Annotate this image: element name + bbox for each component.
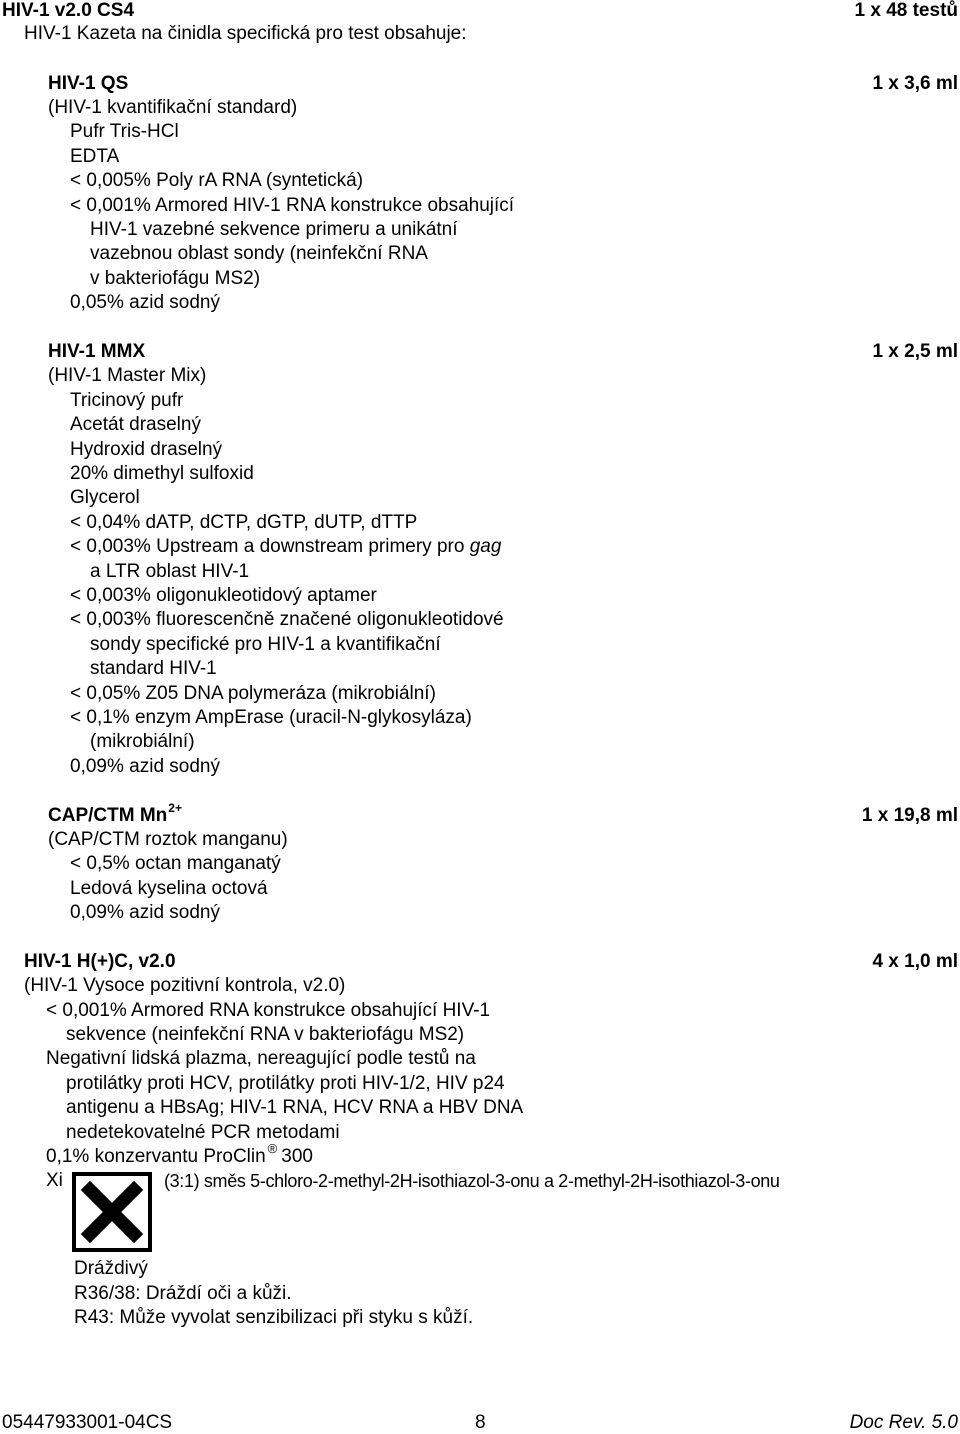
registered-mark: ® [267,1141,278,1156]
mn-name-text: CAP/CTM Mn [48,805,168,826]
hpc-line: < 0,001% Armored RNA konstrukce obsahující HIV-1 [46,1000,491,1021]
test-count: 1 x 48 testů [854,0,958,21]
hazard-label: Dráždivý [74,1258,148,1279]
hpc-line: nedetekovatelné PCR metodami [66,1122,340,1143]
mmx-line [70,536,501,558]
mmx-line: Hydroxid draselný [70,439,223,460]
mmx-primer-text: < 0,003% Upstream a downstream primery pro [70,536,470,557]
xi-symbol: Xi [46,1170,63,1191]
mn-line: (CAP/CTM roztok manganu) [48,829,288,850]
hpc-line: protilátky proti HCV, protilátky proti HIV-1/2, HIV p24 [66,1073,505,1094]
cassette-intro: HIV-1 Kazeta na činidla specifická pro test obsahuje: [24,23,467,44]
gag-gene-text: gag [469,536,502,557]
qs-line: < 0,005% Poly rA RNA (syntetická) [70,170,364,191]
qs-line: v bakteriofágu MS2) [90,268,261,289]
hpc-line: Negativní lidská plazma, nereagující podle testů na [46,1048,476,1069]
isothiazolone-mix: (3:1) směs 5-chloro-2-methyl-2H-isothiazol-3-onu a 2-methyl-2H-isothiazol-3-onu [164,1171,780,1191]
risk-phrase-r36: R36/38: Dráždí oči a kůži. [74,1283,292,1304]
document-code: 05447933001-04CS [2,1412,173,1433]
mn-line: < 0,5% octan manganatý [70,853,281,874]
qs-name: HIV-1 QS [48,73,129,94]
hpc-line [46,1141,313,1169]
mmx-line: < 0,003% fluorescenčně značené oligonukleotidové [70,609,504,630]
mmx-line: a LTR oblast HIV-1 [90,561,250,582]
mmx-line: Acetát draselný [70,414,201,435]
qs-line: (HIV-1 kvantifikační standard) [48,97,298,118]
mmx-line: < 0,04% dATP, dCTP, dGTP, dUTP, dTTP [70,512,418,533]
mmx-line: < 0,003% oligonukleotidový aptamer [70,585,377,606]
mmx-line: (HIV-1 Master Mix) [48,365,207,386]
hpc-volume: 4 x 1,0 ml [872,951,958,972]
mmx-line: sondy specifické pro HIV-1 a kvantifikační [90,634,441,655]
mmx-line: standard HIV-1 [90,658,217,679]
qs-line: Pufr Tris-HCl [70,121,179,142]
mn-line: Ledová kyselina octová [70,878,268,899]
mn-name [48,801,182,828]
proclin-number: 300 [281,1146,313,1167]
mmx-line: 0,09% azid sodný [70,756,220,777]
hpc-line: antigenu a HBsAg; HIV-1 RNA, HCV RNA a HBV DNA [66,1097,524,1118]
doc-revision: Doc Rev. 5.0 [849,1412,958,1433]
mmx-line: (mikrobiální) [90,731,195,752]
mn-line: 0,09% azid sodný [70,902,220,923]
qs-line: HIV-1 vazebné sekvence primeru a unikátní [90,219,458,240]
qs-line: < 0,001% Armored HIV-1 RNA konstrukce obsahující [70,195,515,216]
qs-volume: 1 x 3,6 ml [872,73,958,94]
mn-charge: 2+ [168,801,182,815]
mmx-name: HIV-1 MMX [48,341,146,362]
hpc-line: sekvence (neinfekční RNA v bakteriofágu MS2) [66,1024,465,1045]
mmx-line: Glycerol [70,487,140,508]
mmx-line: < 0,05% Z05 DNA polymeráza (mikrobiální) [70,683,436,704]
mn-volume: 1 x 19,8 ml [861,805,958,826]
mmx-line: < 0,1% enzym AmpErase (uracil-N-glykosyláza) [70,707,472,728]
hpc-name: HIV-1 H(+)C, v2.0 [24,951,176,972]
qs-line: vazebnou oblast sondy (neinfekční RNA [90,243,428,264]
mmx-line: Tricinový pufr [70,390,184,411]
irritant-cross-icon [72,1172,152,1252]
qs-line: EDTA [70,146,120,167]
qs-line: 0,05% azid sodný [70,292,220,313]
mmx-line: 20% dimethyl sulfoxid [70,463,254,484]
risk-phrase-r43: R43: Může vyvolat senzibilizaci při styku s kůží. [74,1307,474,1328]
proclin-text: 0,1% konzervantu ProClin [46,1146,266,1167]
page-number: 8 [475,1412,486,1433]
document-title: HIV-1 v2.0 CS4 [2,0,135,21]
hpc-line: (HIV-1 Vysoce pozitivní kontrola, v2.0) [24,975,346,996]
mmx-volume: 1 x 2,5 ml [872,341,958,362]
